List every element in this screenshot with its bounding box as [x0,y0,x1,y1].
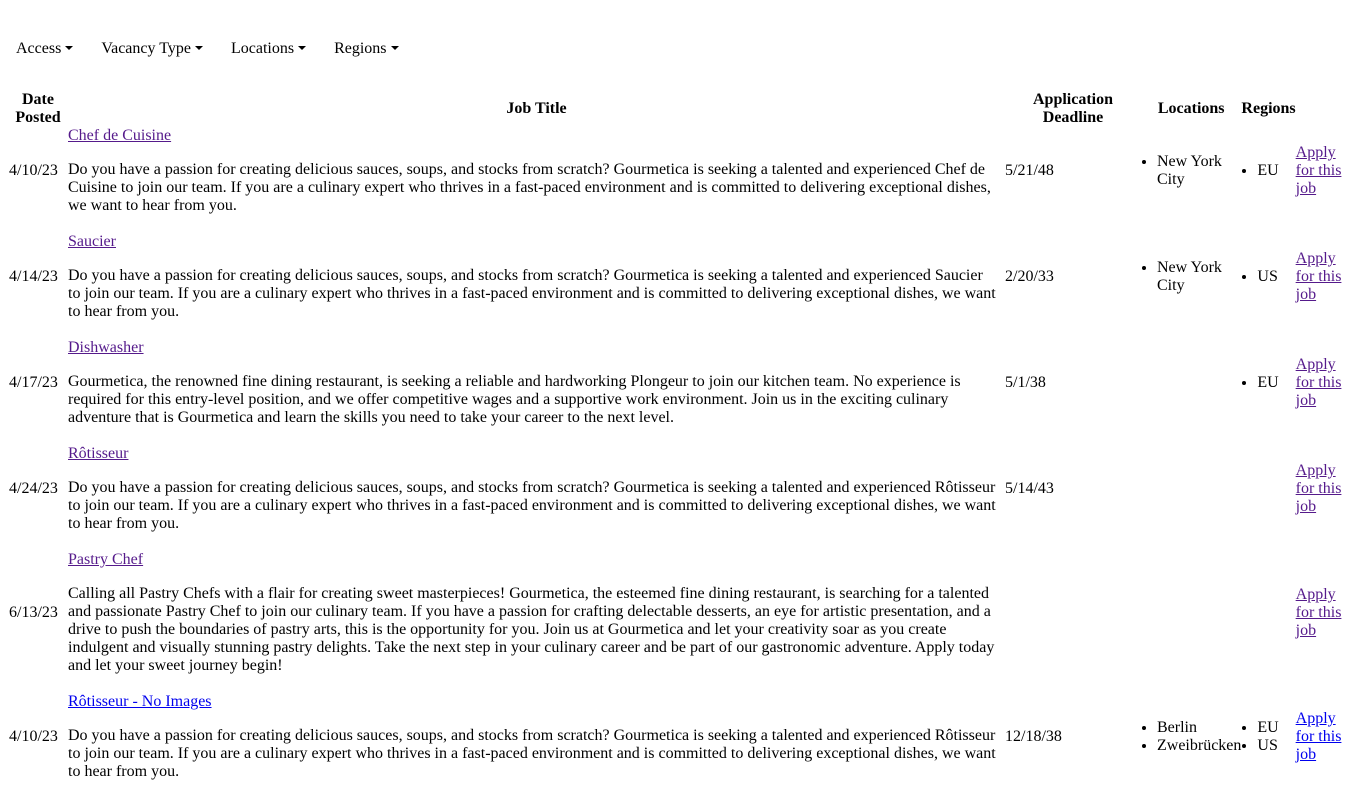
job-title-link[interactable]: Pastry Chef [68,551,144,568]
date-posted-cell: 4/10/23 [9,728,58,745]
date-posted-cell: 4/14/23 [9,268,58,285]
job-title-link[interactable]: Rôtisseur [68,445,129,462]
job-title-wrap [68,693,1005,711]
job-title-link[interactable]: Chef de Cuisine [68,127,172,144]
apply-for-job-link[interactable]: Apply for this job [1295,710,1342,763]
job-title-wrap [68,127,1005,145]
application-deadline-cell: 12/18/38 [1005,728,1062,745]
table-row [8,693,1354,781]
date-posted-cell: 6/13/23 [9,604,58,621]
location-item: • New York City [1157,153,1241,189]
apply-for-job-link[interactable]: Apply for this job [1295,250,1342,303]
location-item: • Zweibrücken [1157,737,1241,755]
apply-for-job-link[interactable]: Apply for this job [1295,586,1342,639]
job-title-cell [68,445,1005,551]
filter-bar [16,40,427,58]
table-row [8,233,1354,339]
regions-dropdown-label: Regions [334,40,387,57]
access-dropdown-label: Access [16,40,62,57]
job-description: Do you have a passion for creating delicious sauces, soups, and stocks from scratch? Gourmetica is seeking a talented and experienced Chef de Cuisine to join our team. If you are a culinary expert who thrives in a fast-paced environment and is committed to delivering exceptional dishes, we want to hear from you. [68,161,991,214]
table-header-row [8,91,1354,127]
jobs-table-body [8,127,1354,781]
header-date-posted: Date Posted [15,91,61,126]
application-deadline-cell [1005,551,1141,693]
table-row [8,551,1354,693]
apply-for-job-link[interactable]: Apply for this job [1295,462,1342,515]
table-row [8,127,1354,233]
job-title-cell [68,339,1005,445]
regions-cell [1241,127,1295,233]
location-item: • New York City [1157,259,1241,295]
apply-cell [1296,693,1354,781]
header-regions: Regions [1241,100,1296,117]
regions-cell [1241,445,1295,551]
locations-cell [1141,693,1241,781]
job-description: Do you have a passion for creating delicious sauces, soups, and stocks from scratch? Gourmetica is seeking a talented and experienced Rôtisseur to join our team. If you are a culinary expert who thrives in a fast-paced environment and is committed to delivering exceptional dishes, we want to hear from you. [68,727,996,780]
region-item: • EU [1257,374,1295,392]
job-description: Calling all Pastry Chefs with a flair for creating sweet masterpieces! Gourmetica, the esteemed fine dining restaurant, is searching for a talented and passionate Pastry Chef to join our culinary team. If you have a passion for crafting delectable desserts, an eye for artistic presentation, and a drive to push the boundaries of pastry arts, this is the opportunity for you. Join us at Gourmetica and let your creativity soar as you create indulgent and visually stunning pastry delights. Take the next step in your culinary career and be part of our gastronomic adventure. Apply today and let your sweet journey begin! [68,585,995,674]
table-row [8,339,1354,445]
table-row [8,445,1354,551]
date-posted-cell: 4/17/23 [9,374,58,391]
apply-cell [1296,127,1354,233]
chevron-down-icon [195,46,203,50]
date-posted-cell: 4/10/23 [9,162,58,179]
locations-cell [1141,233,1241,339]
regions-cell [1241,693,1295,781]
regions-dropdown[interactable] [334,40,398,58]
job-title-wrap [68,551,1005,569]
chevron-down-icon [391,46,399,50]
apply-cell [1296,551,1354,693]
regions-list [1241,719,1295,755]
job-title-cell [68,233,1005,339]
chevron-down-icon [65,46,73,50]
regions-list [1241,268,1295,286]
locations-list [1141,153,1241,189]
job-title-cell [68,551,1005,693]
job-title-cell [68,693,1005,781]
job-title-wrap [68,339,1005,357]
locations-list [1141,259,1241,295]
vacancy-type-dropdown[interactable] [101,40,203,58]
regions-cell [1241,339,1295,445]
date-posted-cell: 4/24/23 [9,480,58,497]
job-description: Gourmetica, the renowned fine dining restaurant, is seeking a reliable and hardworking Plongeur to join our kitchen team. No experience is required for this entry-level position, and we offer competitive wages and a supportive work environment. Join us in the exciting culinary adventure that is Gourmetica and learn the skills you need to take your career to the next level. [68,373,961,426]
locations-dropdown[interactable] [231,40,306,58]
locations-list [1141,719,1241,755]
apply-for-job-link[interactable]: Apply for this job [1295,144,1342,197]
job-title-cell [68,127,1005,233]
job-title-link[interactable]: Rôtisseur - No Images [68,693,212,710]
job-title-wrap [68,233,1005,251]
header-locations: Locations [1157,100,1225,117]
application-deadline-cell: 5/14/43 [1005,480,1054,497]
region-item: • US [1257,737,1295,755]
job-title-wrap [68,445,1005,463]
region-item: • EU [1257,162,1295,180]
apply-cell [1296,339,1354,445]
jobs-table [8,91,1354,781]
apply-cell [1296,233,1354,339]
access-dropdown[interactable] [16,40,73,58]
application-deadline-cell: 2/20/33 [1005,268,1054,285]
region-item: • EU [1257,719,1295,737]
header-application-deadline: Application Deadline [1032,91,1113,126]
regions-list [1241,374,1295,392]
header-job-title: Job Title [506,100,567,117]
locations-cell [1141,551,1241,693]
locations-cell [1141,127,1241,233]
application-deadline-cell: 5/21/48 [1005,162,1054,179]
job-description: Do you have a passion for creating delicious sauces, soups, and stocks from scratch? Gourmetica is seeking a talented and experienced Rôtisseur to join our team. If you are a culinary expert who thrives in a fast-paced environment and is committed to delivering exceptional dishes, we want to hear from you. [68,479,996,532]
job-title-link[interactable]: Saucier [68,233,116,250]
locations-dropdown-label: Locations [230,40,295,57]
region-item: • US [1257,268,1295,286]
header-apply [1296,91,1354,127]
locations-cell [1141,445,1241,551]
job-title-link[interactable]: Dishwasher [68,339,144,356]
vacancy-type-dropdown-label: Vacancy Type [101,40,191,57]
locations-cell [1141,339,1241,445]
location-item: • Berlin [1157,719,1241,737]
regions-list [1241,162,1295,180]
apply-cell [1296,445,1354,551]
application-deadline-cell: 5/1/38 [1005,374,1046,391]
apply-for-job-link[interactable]: Apply for this job [1295,356,1342,409]
regions-cell [1241,233,1295,339]
job-description: Do you have a passion for creating delicious sauces, soups, and stocks from scratch? Gourmetica is seeking a talented and experienced Saucier to join our team. If you are a culinary expert who thrives in a fast-paced environment and is committed to delivering exceptional dishes, we want to hear from you. [68,267,996,320]
regions-cell [1241,551,1295,693]
chevron-down-icon [298,46,306,50]
